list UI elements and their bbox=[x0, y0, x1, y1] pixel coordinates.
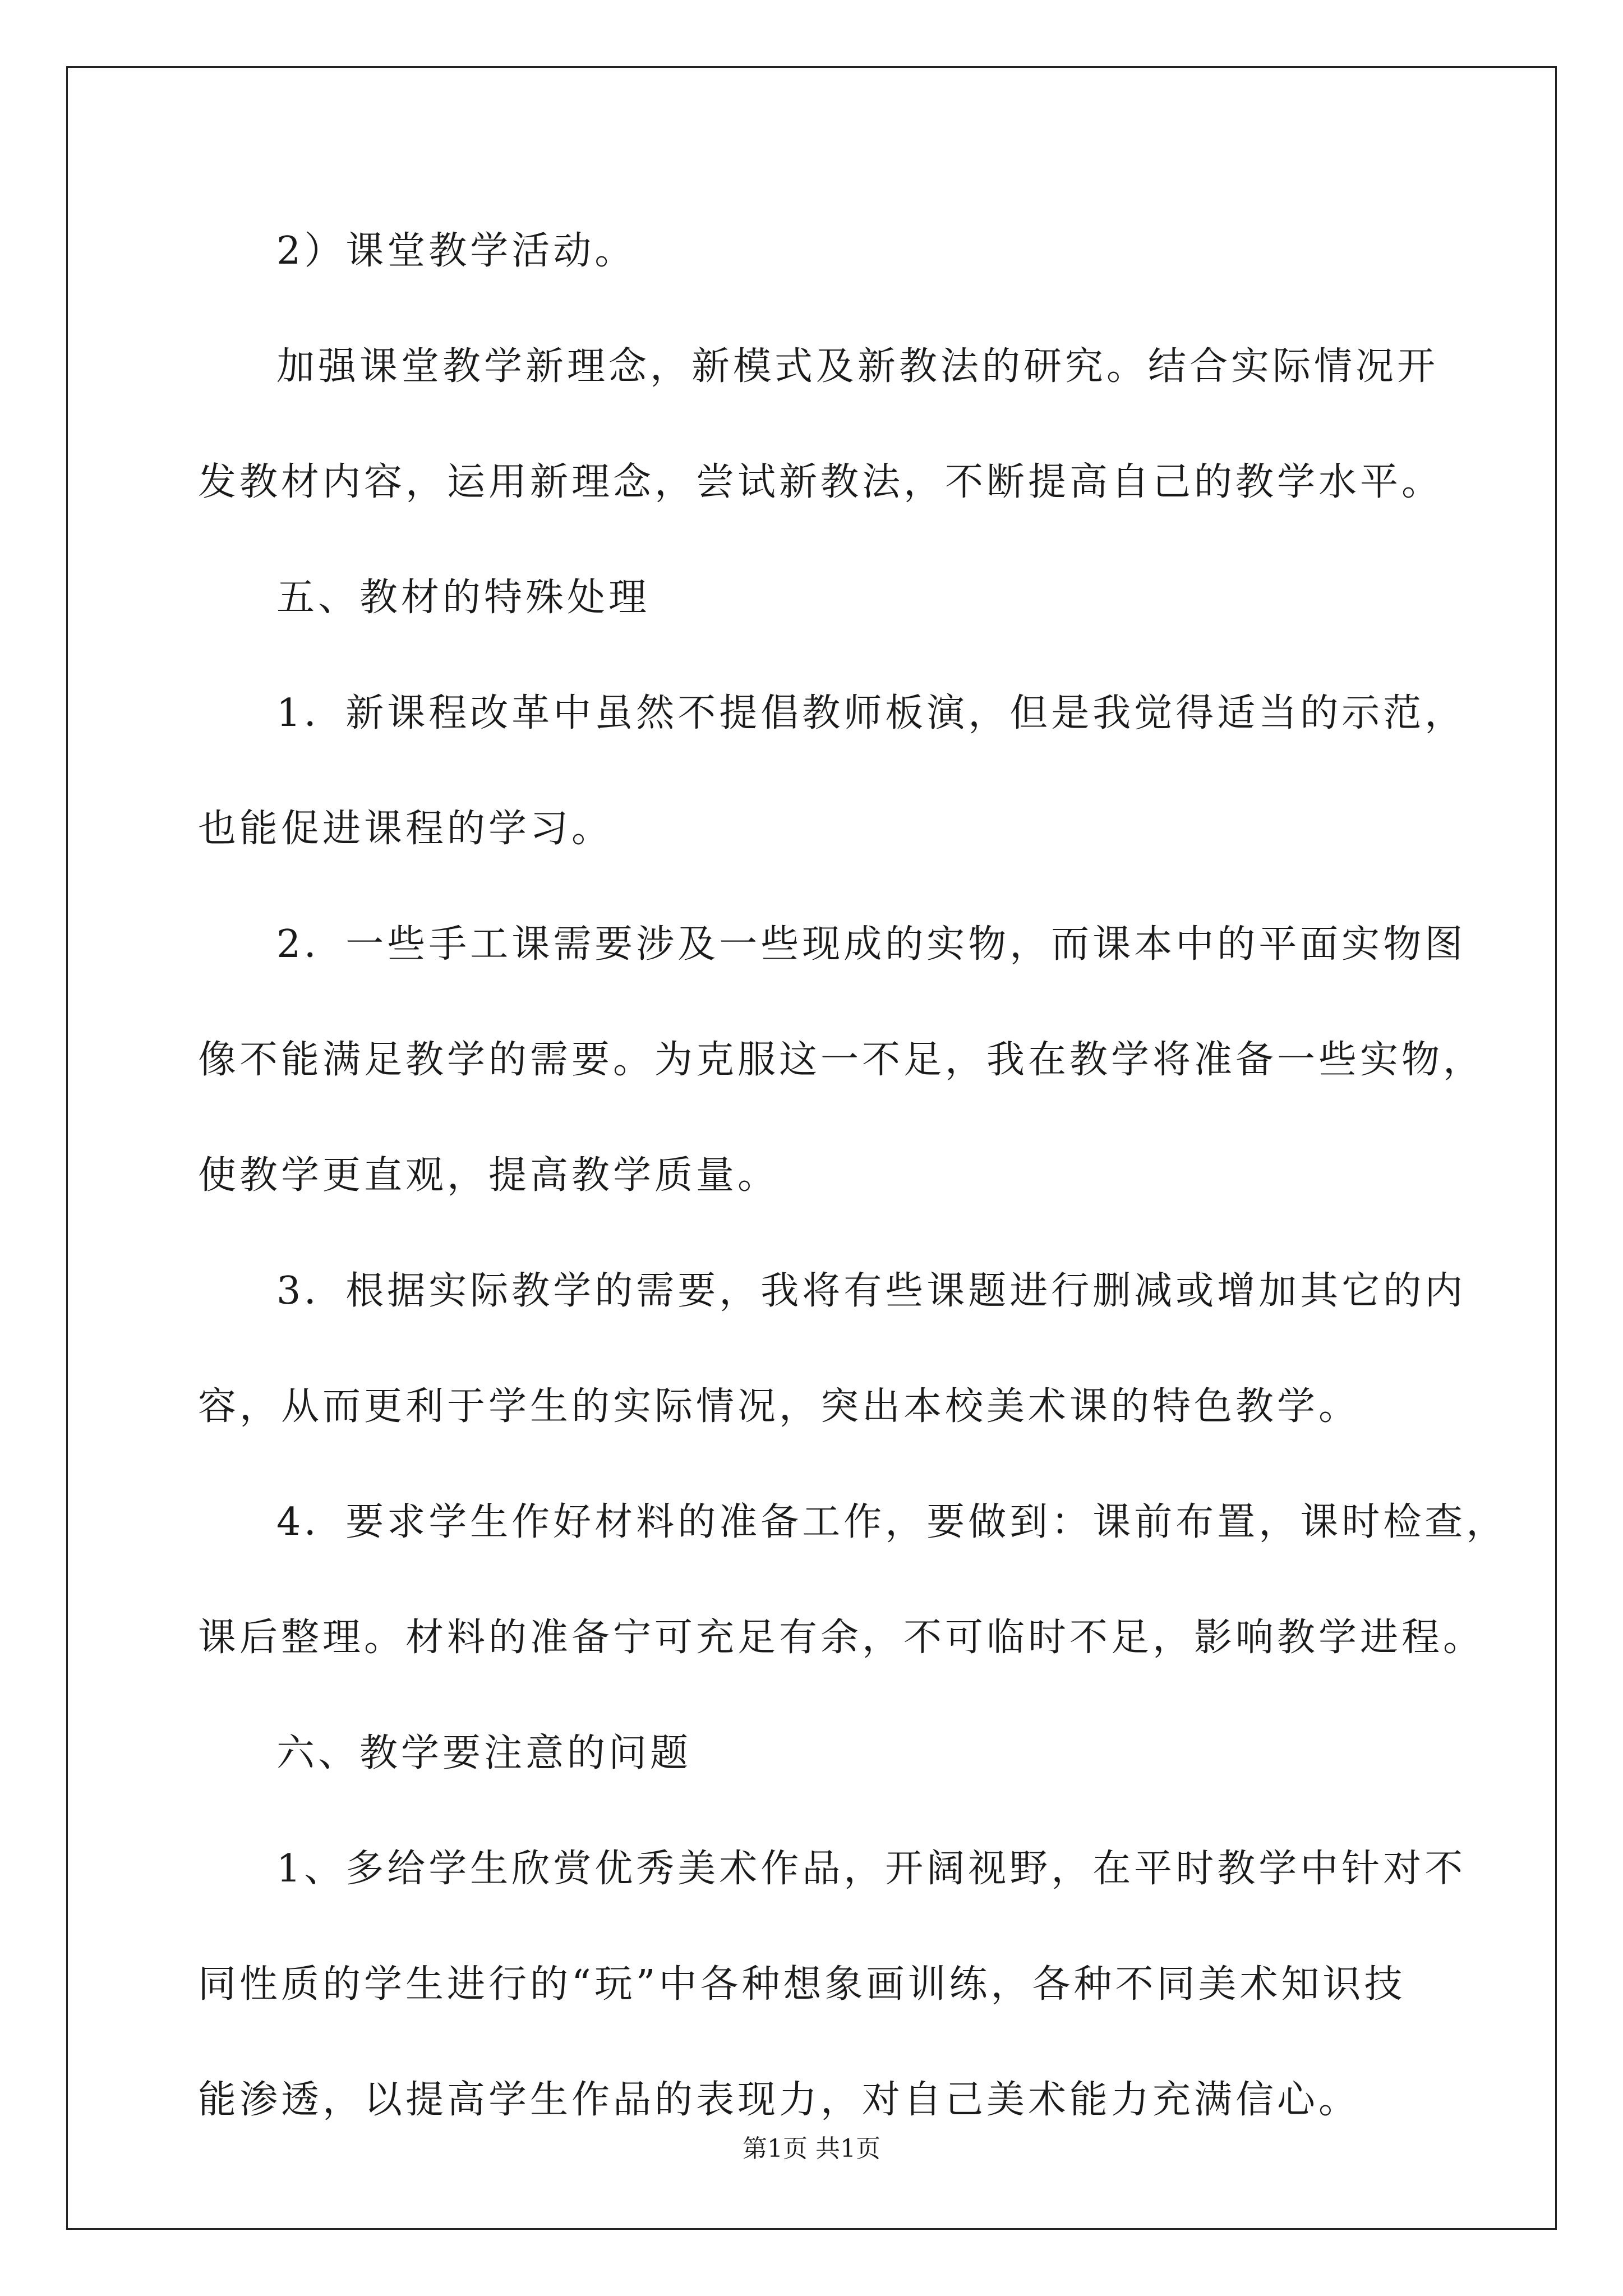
page-footer: 第1页 共1页 bbox=[743, 2134, 880, 2163]
text-line-10: 3．根据实际教学的需要，我将有些课题进行删减或增加其它的内 bbox=[276, 1269, 1467, 1313]
text-line-8: 像不能满足教学的需要。为克服这一不足，我在教学将准备一些实物， bbox=[198, 1038, 1485, 1082]
text-line-17: 能渗透，以提高学生作品的表现力，对自己美术能力充满信心。 bbox=[198, 2078, 1361, 2122]
text-line-7: 2．一些手工课需要涉及一些现成的实物，而课本中的平面实物图 bbox=[276, 922, 1467, 967]
text-line-5: 1．新课程改革中虽然不提倡教师板演，但是我觉得适当的示范， bbox=[276, 691, 1467, 735]
text-line-1: 2）课堂教学活动。 bbox=[276, 229, 637, 273]
section-heading-6: 六、教学要注意的问题 bbox=[276, 1731, 692, 1775]
text-line-3: 发教材内容，运用新理念，尝试新教法，不断提高自己的教学水平。 bbox=[198, 460, 1444, 504]
text-line-15: 1、多给学生欣赏优秀美术作品，开阔视野，在平时教学中针对不 bbox=[276, 1847, 1467, 1891]
text-line-12: 4．要求学生作好材料的准备工作，要做到：课前布置，课时检查， bbox=[276, 1500, 1508, 1544]
text-line-13: 课后整理。材料的准备宁可充足有余，不可临时不足，影响教学进程。 bbox=[198, 1616, 1485, 1660]
text-line-2: 加强课堂教学新理念，新模式及新教法的研究。结合实际情况开 bbox=[276, 344, 1439, 389]
text-line-11: 容，从而更利于学生的实际情况，突出本校美术课的特色教学。 bbox=[198, 1384, 1361, 1429]
text-line-9: 使教学更直观，提高教学质量。 bbox=[198, 1153, 780, 1198]
text-line-6: 也能促进课程的学习。 bbox=[198, 807, 614, 851]
text-line-16: 同性质的学生进行的“玩”中各种想象画训练，各种不同美术知识技 bbox=[198, 1962, 1406, 2007]
section-heading-5: 五、教材的特殊处理 bbox=[276, 576, 651, 620]
page-border bbox=[66, 66, 1557, 2230]
